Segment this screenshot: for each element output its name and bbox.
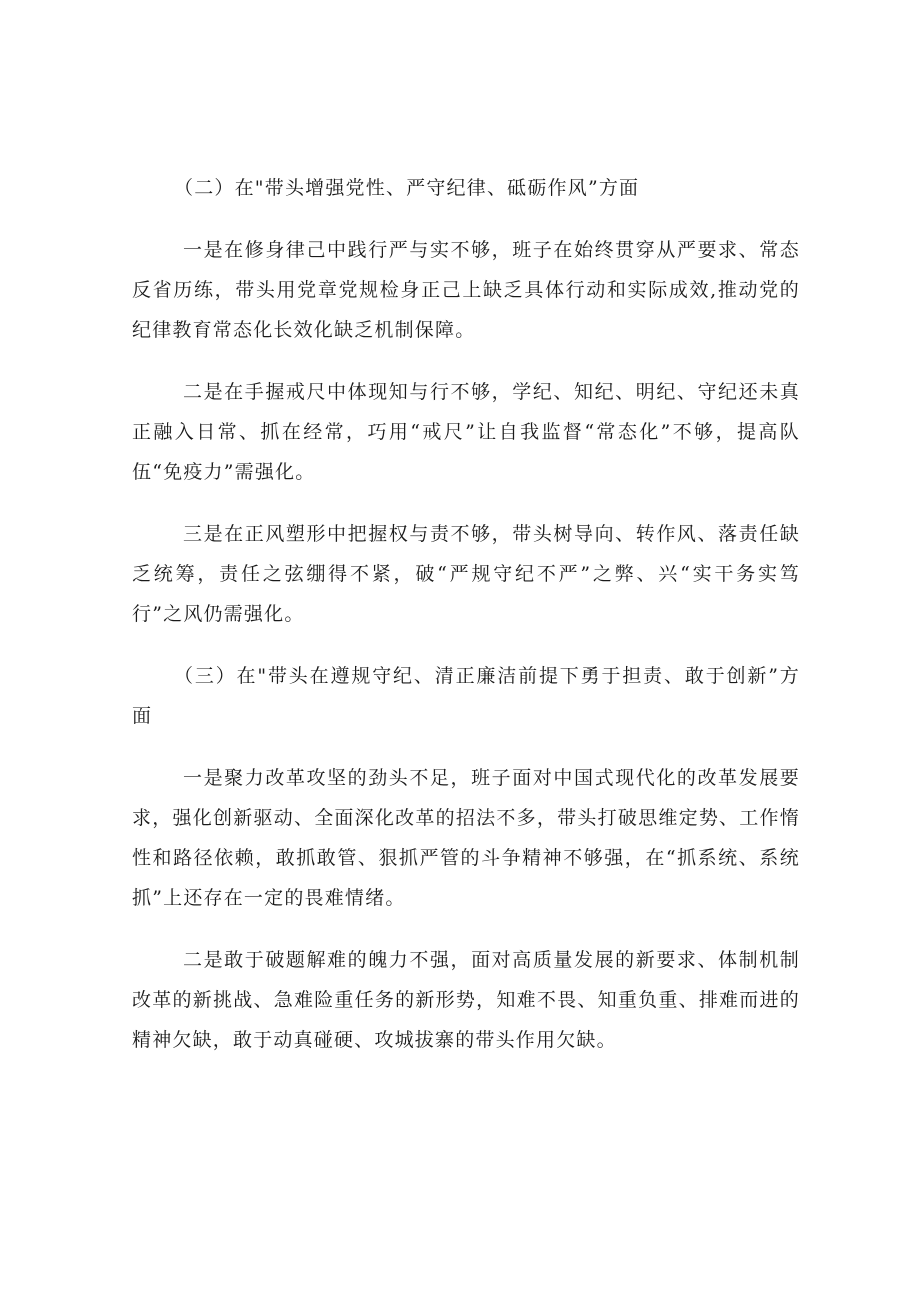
paragraph-point-1-section-3: 一是聚力改革攻坚的劲头不足，班子面对中国式现代化的改革发展要求，强化创新驱动、全面深化改革的招法不多，带头打破思维定势、工作惰性和路径依赖，敢抓敢管、狠抓严管的斗争精神不够强，在“抓系统、系统抓”上还存在一定的畏难情绪。 (132, 767, 800, 909)
section-heading-2: （二）在"带头增强党性、严守纪律、砥砺作风”方面 (174, 177, 640, 199)
paragraph-point-2-section-3: 二是敢于破题解难的魄力不强，面对高质量发展的新要求、体制机制改革的新挑战、急难险重任务的新形势，知难不畏、知重负重、排难而进的精神欠缺，敢于动真碰硬、攻城拔寨的带头作用欠缺。 (132, 949, 800, 1051)
paragraph-point-3: 三是在正风塑形中把握权与责不够，带头树导向、转作风、落责任缺乏统筹，责任之弦绷得不紧，破“严规守纪不严”之弊、兴“实干务实笃行”之风仍需强化。 (132, 523, 800, 625)
paragraph-point-1: 一是在修身律己中践行严与实不够，班子在始终贯穿从严要求、常态反省历练，带头用党章党规检身正己上缺乏具体行动和实际成效,推动党的纪律教育常态化长效化缺乏机制保障。 (132, 239, 800, 341)
section-heading-3: （三）在"带头在遵规守纪、清正廉洁前提下勇于担责、敢于创新”方面 (132, 665, 800, 727)
document-body (132, 168, 800, 1060)
paragraph-point-2: 二是在手握戒尺中体现知与行不够，学纪、知纪、明纪、守纪还未真正融入日常、抓在经常，巧用“戒尺”让自我监督“常态化”不够，提高队伍“免疫力”需强化。 (132, 381, 800, 483)
